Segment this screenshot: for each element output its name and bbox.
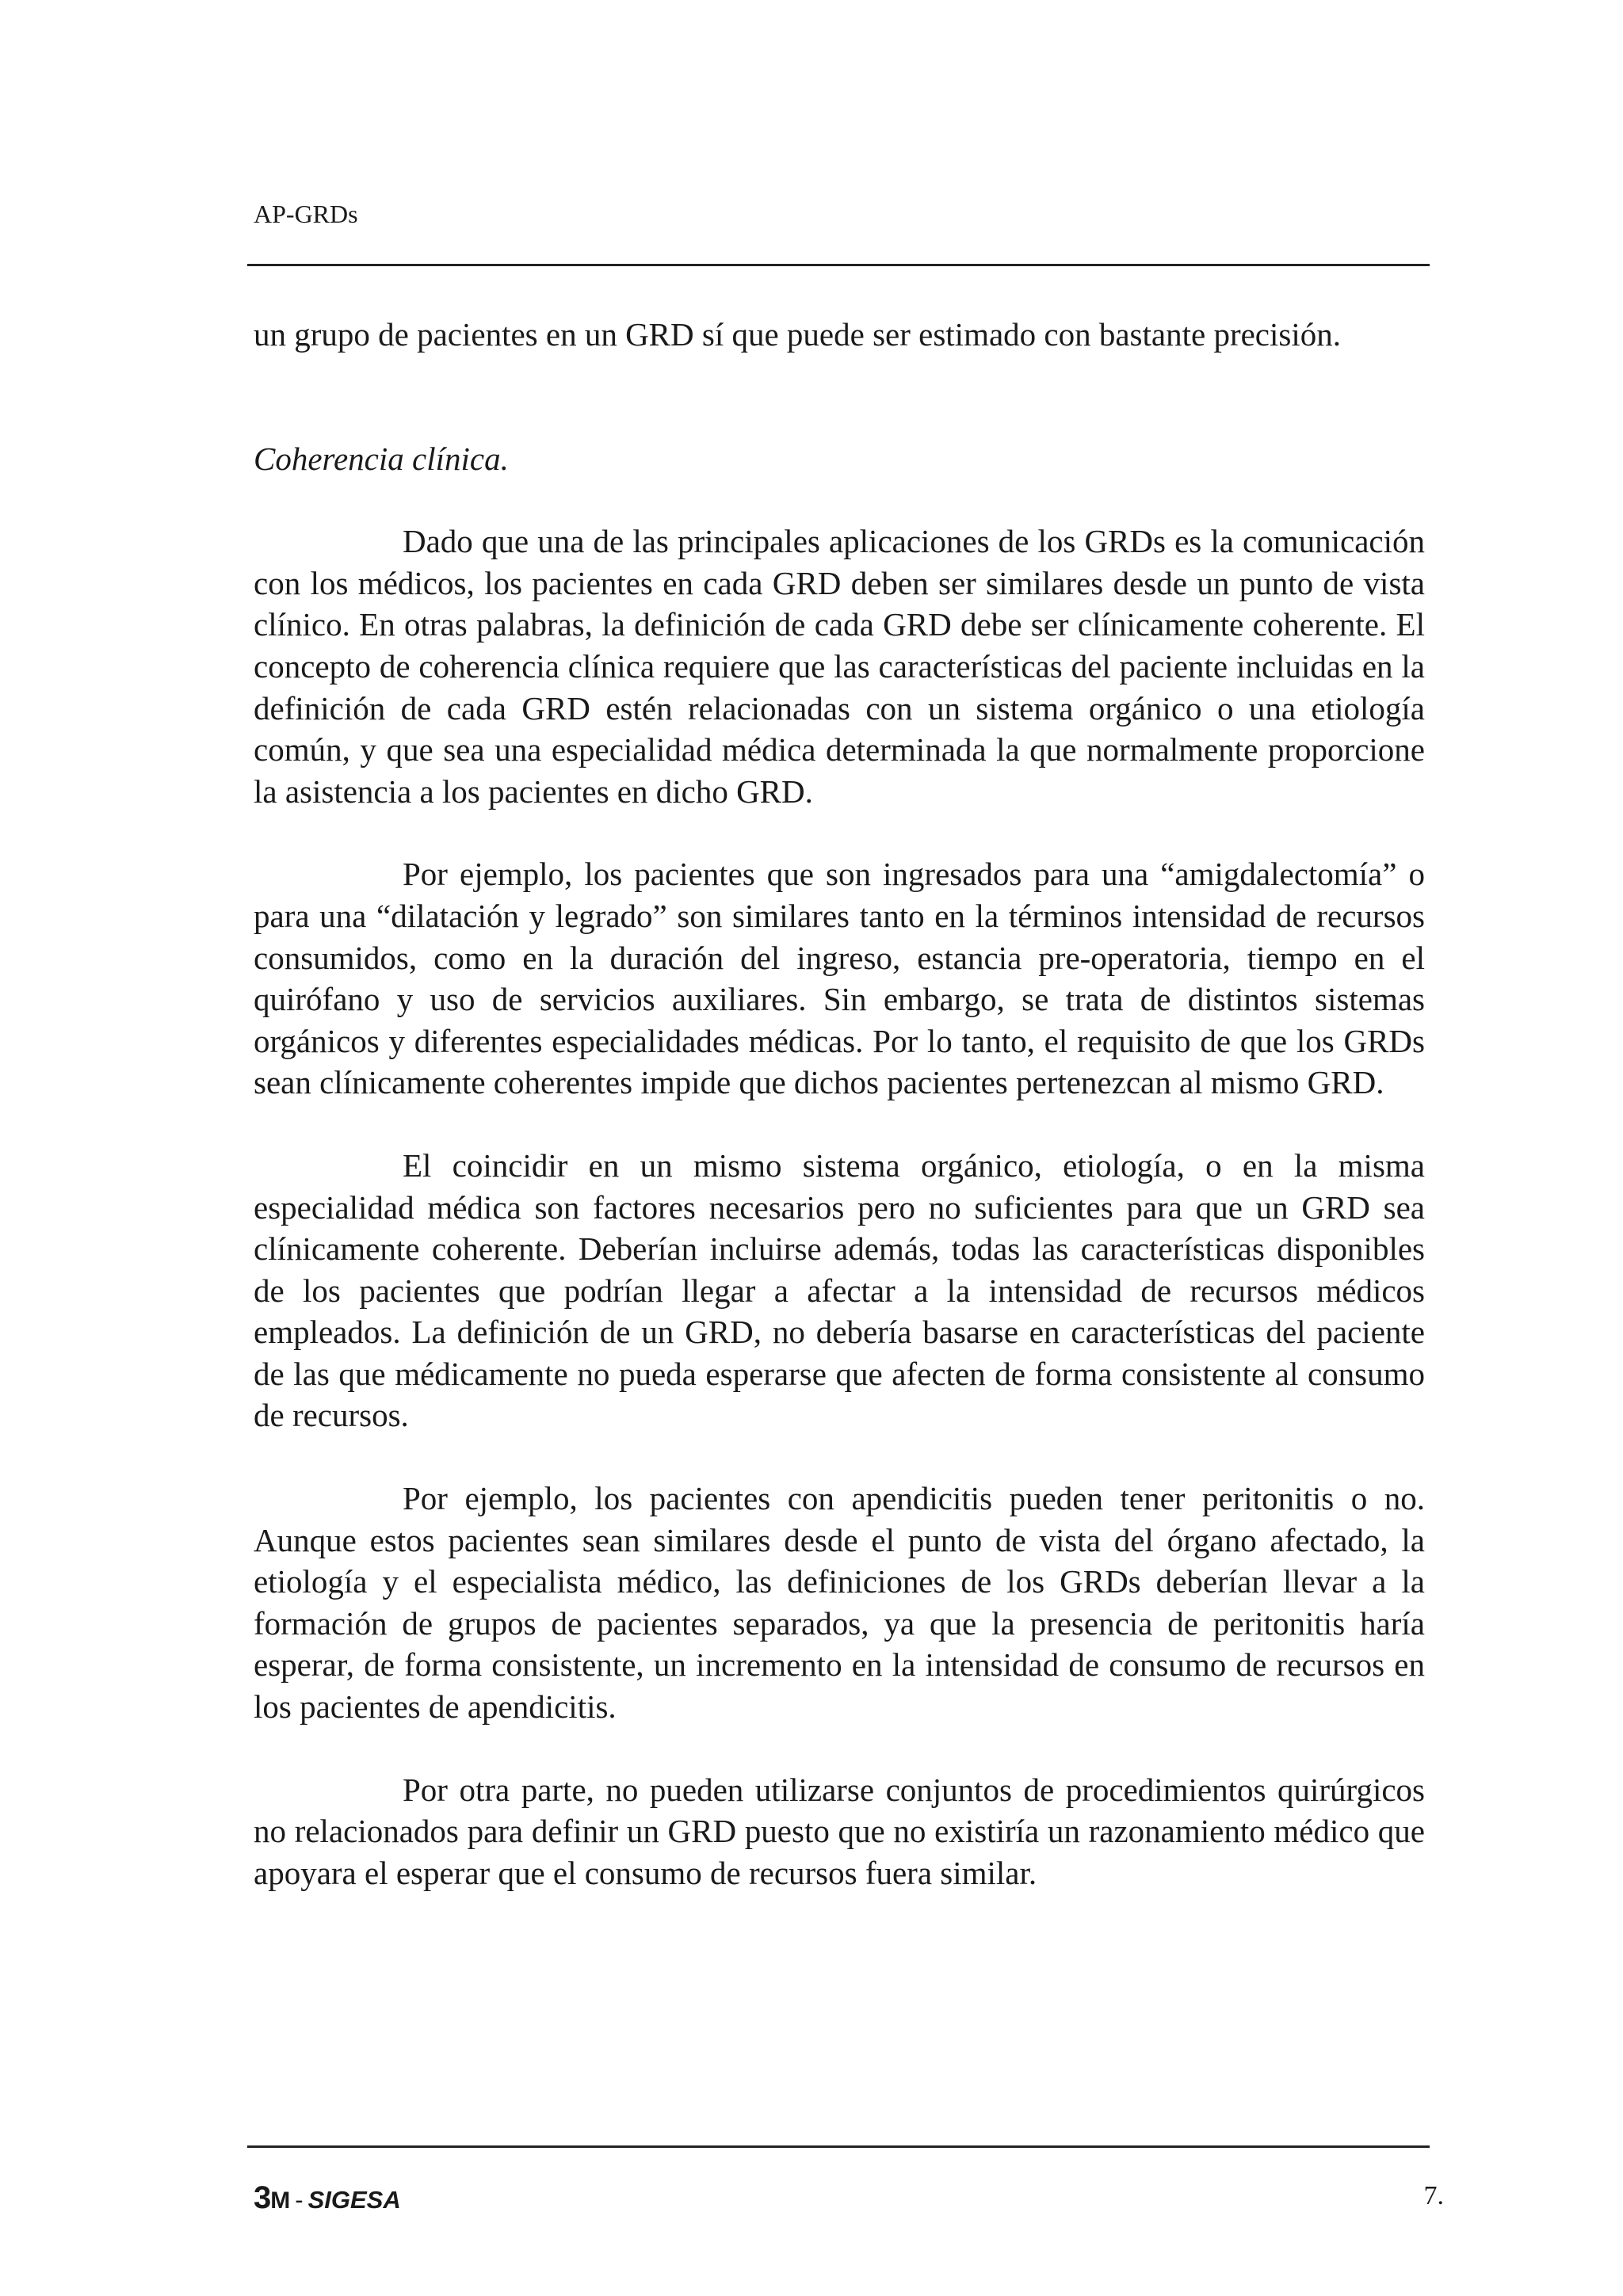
spacer [254, 812, 1425, 853]
spacer [254, 1436, 1425, 1478]
paragraph: Por ejemplo, los pacientes que son ingresados para una “amigdalectomía” o para una “dilatación y legrado” son similares tanto en la términos intensidad de recursos consumidos, como en la duración del ingreso, estancia pre-operatoria, tiempo en el quirófano y uso de servicios auxiliares. Sin embargo, se trata de distintos sistemas orgánicos y diferentes especialidades médicas. Por lo tanto, el requisito de que los GRDs sean clínicamente coherentes impide que dichos pacientes pertenezcan al mismo GRD. [254, 856, 1425, 1101]
paragraph: Por ejemplo, los pacientes con apendicitis pueden tener peritonitis o no. Aunque estos pacientes sean similares desde el punto de vista del órgano afectado, la etiología y el especialista médico, las definiciones de los GRDs deberían llevar a la formación de grupos de pacientes separados, ya que la presencia de peritonitis haría esperar, de forma consistente, un incremento en la intensidad de consumo de recursos en los pacientes de apendicitis. [254, 1480, 1425, 1726]
brand-logo-number: 3 [254, 2180, 271, 2215]
paragraph: Por otra parte, no pueden utilizarse conjuntos de procedimientos quirúrgicos no relacionados para definir un GRD puesto que no existiría un razonamiento médico que apoyara el esperar que el consumo de recursos fuera similar. [254, 1771, 1425, 1891]
header-rule [247, 264, 1430, 266]
paragraph: Dado que una de las principales aplicaciones de los GRDs es la comunicación con los médicos, los pacientes en cada GRD deben ser similares desde un punto de vista clínico. En otras palabras, la definición de cada GRD debe ser clínicamente coherente. El concepto de coherencia clínica requiere que las características del paciente incluidas en la definición de cada GRD estén relacionadas con un sistema orgánico o una etiología común, y que sea una especialidad médica determinada la que normalmente proporcione la asistencia a los pacientes en dicho GRD. [254, 523, 1425, 810]
body-text [254, 314, 1425, 1894]
page-number: 7. [1423, 2181, 1444, 2210]
brand-logo-letter: M [270, 2187, 291, 2214]
spacer [254, 1728, 1425, 1769]
footer-separator: - [295, 2186, 304, 2214]
spacer [254, 479, 1425, 521]
footer-brand [254, 2182, 401, 2217]
spacer [254, 1104, 1425, 1145]
spacer [254, 356, 1425, 438]
section-heading: Coherencia clínica. [254, 440, 509, 477]
paragraph: El coincidir en un mismo sistema orgánico, etiología, o en la misma especialidad médica son factores necesarios pero no suficientes para que un GRD sea clínicamente coherente. Deberían incluirse además, todas las características disponibles de los pacientes que podrían llegar a afectar a la intensidad de recursos médicos empleados. La definición de un GRD, no debería basarse en características del paciente de las que médicamente no pueda esperarse que afecten de forma consistente al consumo de recursos. [254, 1146, 1425, 1434]
footer-rule [247, 2145, 1430, 2148]
running-header-title: AP-GRDs [254, 200, 358, 228]
footer-company: SIGESA [307, 2186, 401, 2214]
paragraph-continuation: un grupo de pacientes en un GRD sí que puede ser estimado con bastante precisión. [254, 316, 1341, 353]
